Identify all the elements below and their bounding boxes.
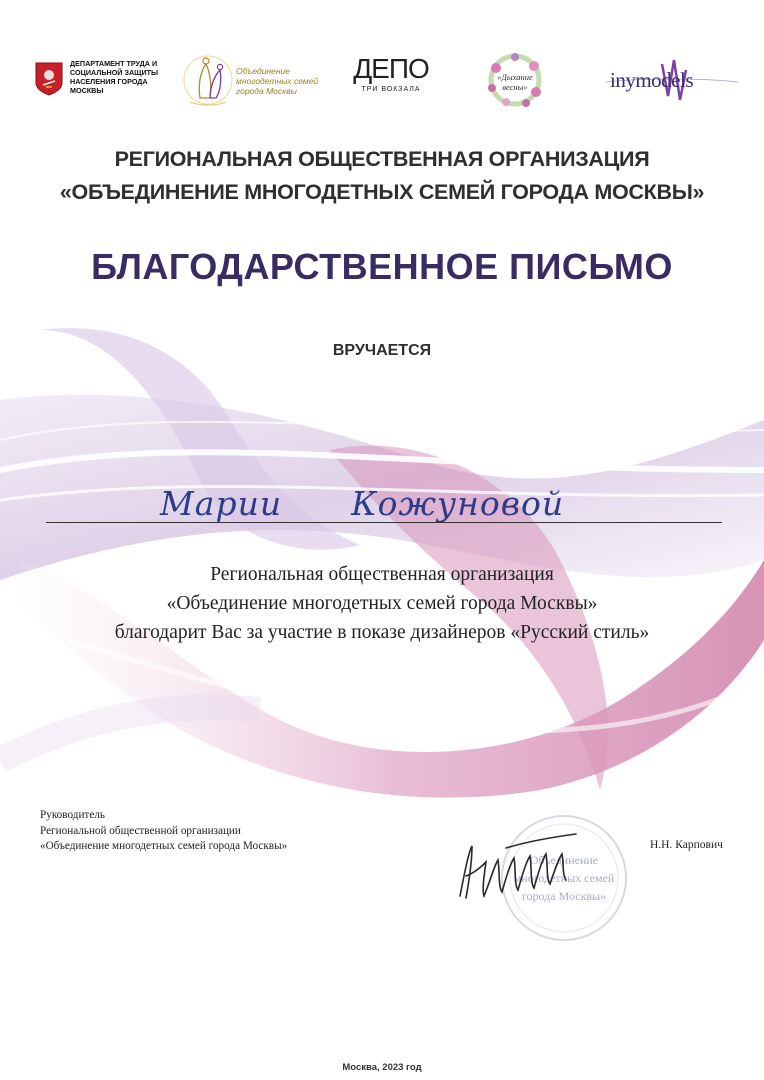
- stamp-line-2: многодетных семей: [513, 871, 615, 885]
- partner-logos: [20, 44, 744, 114]
- gratitude-text: [0, 560, 764, 647]
- spring-breath-logo: [482, 50, 548, 110]
- recipient-underline: [46, 522, 722, 523]
- gratitude-line-2: «Объединение многодетных семей города Москвы»: [166, 593, 598, 614]
- signatory-title-line-1: Руководитель: [40, 809, 105, 821]
- organization-title-line-2: «ОБЪЕДИНЕНИЕ МНОГОДЕТНЫХ СЕМЕЙ ГОРОДА МОСКВЫ»: [59, 180, 705, 204]
- recipient-handwriting: [160, 484, 565, 523]
- family-emblem-icon: [180, 50, 236, 110]
- signatory-title-line-2: Региональной общественной организации: [40, 824, 241, 837]
- department-name: ДЕПАРТАМЕНТ ТРУДА И СОЦИАЛЬНОЙ ЗАЩИТЫ НАСЕЛЕНИЯ ГОРОДА МОСКВЫ: [70, 59, 159, 95]
- signature-and-stamp: [446, 806, 646, 956]
- recipient-first-name: Марии: [160, 484, 283, 523]
- recipient-last-name: Кожуновой: [351, 484, 565, 523]
- department-logo: [34, 56, 159, 102]
- signer-name: Н.Н. Карпович: [650, 839, 723, 851]
- depo-logo: [346, 54, 436, 110]
- place-and-year: Москва, 2023 год: [342, 1062, 422, 1073]
- organization-title-line-1: РЕГИОНАЛЬНАЯ ОБЩЕСТВЕННАЯ ОРГАНИЗАЦИЯ: [114, 147, 650, 171]
- stamp-line-1: Объединение: [529, 853, 599, 867]
- inymodels-logo: [602, 56, 742, 106]
- spring-breath-text: «Дыхание весны»: [497, 72, 533, 92]
- moscow-coat-of-arms-icon: [34, 61, 64, 97]
- gratitude-line-1: Региональная общественная организация: [210, 564, 554, 585]
- inymodels-wordmark: inymodels: [610, 68, 693, 92]
- association-logo: [180, 50, 330, 110]
- association-name: Объединение многодетных семей города Москвы: [236, 66, 319, 96]
- depo-wordmark: ДЕПО: [353, 53, 429, 84]
- signatory-title-line-3: «Объединение многодетных семей города Москвы»: [40, 840, 288, 852]
- depo-subtitle: ТРИ ВОКЗАЛА: [361, 86, 421, 93]
- document-title: БЛАГОДАРСТВЕННОЕ ПИСЬМО: [91, 246, 673, 287]
- awarded-label: ВРУЧАЕТСЯ: [332, 342, 432, 359]
- organization-title: [0, 143, 764, 209]
- stamp-line-3: города Москвы»: [521, 889, 607, 903]
- gratitude-line-3: благодарит Вас за участие в показе дизайнеров «Русский стиль»: [114, 622, 650, 643]
- signatory-title: [40, 808, 380, 855]
